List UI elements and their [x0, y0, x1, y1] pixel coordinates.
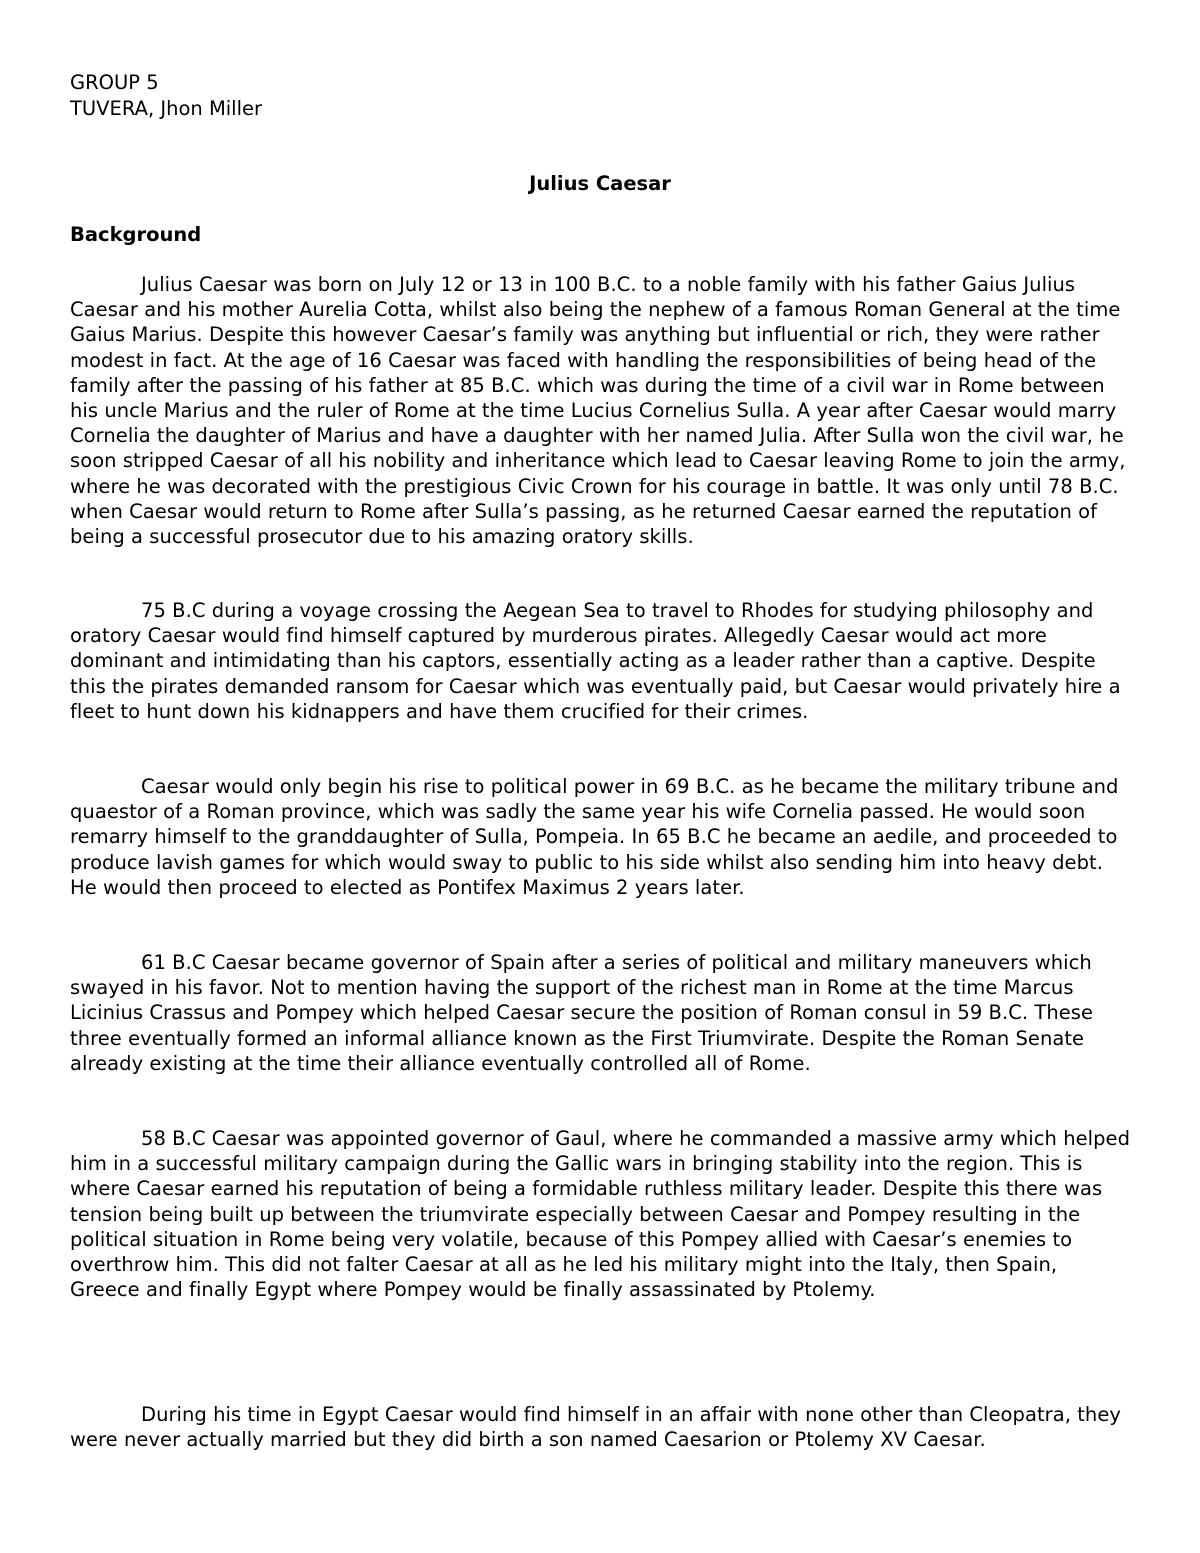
document-title: Julius Caesar: [529, 172, 671, 195]
author-name: TUVERA, Jhon Miller: [70, 97, 263, 120]
group-label: GROUP 5: [70, 71, 159, 94]
paragraph-gaul-campaign: 58 B.C Caesar was appointed governor of Gaul, where he commanded a massive army which helped him in a successful military campaign during the Gallic wars in bringing stability into the region. This is where Caesar earned his reputation of being a formidable ruthless military leader. Despite this there was tension being built up between the triumvirate especially between Caesar and Pompey resulting in the political situation in Rome being very volatile, because of this Pompey allied with Caesar’s enemies to overthrow him. This did not falter Caesar at all as he led his military might into the Italy, then Spain, Greece and finally Egypt where Pompey would be finally assassinated by Ptolemy.: [70, 1127, 1131, 1302]
paragraph-early-life: Julius Caesar was born on July 12 or 13 in 100 B.C. to a noble family with his father Gaius Julius Caesar and his mother Aurelia Cotta, whilst also being the nephew of a famous Roman General at the time Gaius Marius. Despite this however Caesar’s family was anything but influential or rich, they were rather modest in fact. At the age of 16 Caesar was faced with handling the responsibilities of being head of the family after the passing of his father at 85 B.C. which was during the time of a civil war in Rome between his uncle Marius and the ruler of Rome at the time Lucius Cornelius Sulla. A year after Caesar would marry Cornelia the daughter of Marius and have a daughter with her named Julia. After Sulla won the civil war, he soon stripped Caesar of all his nobility and inheritance which lead to Caesar leaving Rome to join the army, where he was decorated with the prestigious Civic Crown for his courage in battle. It was only until 78 B.C. when Caesar would return to Rome after Sulla’s passing, as he returned Caesar earned the reputation of being a successful prosecutor due to his amazing oratory skills.: [70, 273, 1126, 549]
section-heading-background: Background: [70, 223, 202, 246]
paragraph-egypt-cleopatra: During his time in Egypt Caesar would find himself in an affair with none other than Cleopatra, they were never actually married but they did birth a son named Caesarion or Ptolemy XV Caesar.: [70, 1403, 1121, 1452]
paragraph-rise-to-power: Caesar would only begin his rise to political power in 69 B.C. as he became the military tribune and quaestor of a Roman province, which was sadly the same year his wife Cornelia passed. He would soon remarry himself to the granddaughter of Sulla, Pompeia. In 65 B.C he became an aedile, and proceeded to produce lavish games for which would sway to public to his side whilst also sending him into heavy debt. He would then proceed to elected as Pontifex Maximus 2 years later.: [70, 775, 1119, 899]
paragraph-pirates: 75 B.C during a voyage crossing the Aegean Sea to travel to Rhodes for studying philosophy and oratory Caesar would find himself captured by murderous pirates. Allegedly Caesar would act more dominant and intimidating than his captors, essentially acting as a leader rather than a captive. Despite this the pirates demanded ransom for Caesar which was eventually paid, but Caesar would privately hire a fleet to hunt down his kidnappers and have them crucified for their crimes.: [70, 599, 1121, 723]
paragraph-first-triumvirate: 61 B.C Caesar became governor of Spain after a series of political and military maneuvers which swayed in his favor. Not to mention having the support of the richest man in Rome at the time Marcus Licinius Crassus and Pompey which helped Caesar secure the position of Roman consul in 59 B.C. These three eventually formed an informal alliance known as the First Triumvirate. Despite the Roman Senate already existing at the time their alliance eventually controlled all of Rome.: [70, 951, 1094, 1075]
